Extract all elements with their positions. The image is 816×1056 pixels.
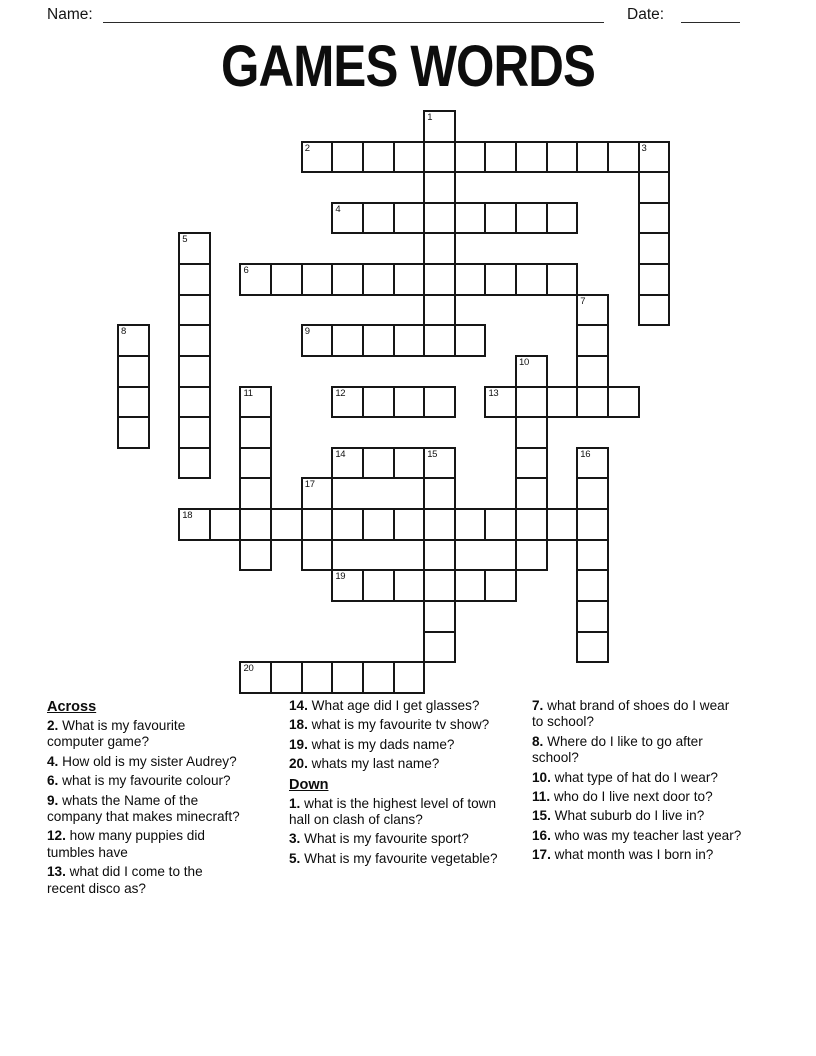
grid-cell[interactable] — [638, 171, 671, 204]
grid-cell[interactable] — [546, 386, 579, 419]
grid-cell[interactable] — [393, 141, 426, 174]
grid-cell[interactable] — [393, 661, 426, 694]
grid-cell[interactable] — [331, 508, 364, 541]
clue-number: 7. — [532, 698, 544, 713]
grid-cell[interactable] — [607, 386, 640, 419]
grid-cell[interactable] — [423, 232, 456, 265]
grid-cell[interactable] — [423, 263, 456, 296]
grid-cell[interactable] — [576, 477, 609, 510]
grid-cell[interactable] — [454, 324, 487, 357]
cell-number: 9 — [304, 326, 310, 338]
grid-cell[interactable] — [239, 661, 272, 694]
cell-number: 10 — [519, 356, 530, 368]
clue-number: 4. — [47, 753, 59, 769]
grid-cell[interactable] — [393, 508, 426, 541]
grid-cell[interactable] — [301, 477, 334, 510]
grid-cell[interactable] — [423, 508, 456, 541]
grid-cell[interactable] — [515, 539, 548, 572]
grid-cell[interactable] — [638, 232, 671, 265]
grid-cell[interactable] — [178, 294, 211, 327]
clue-item: 11. who do I live next door to? — [532, 789, 713, 805]
clue-item: 1. what is the highest level of town hall on clash of clans? — [289, 795, 497, 828]
cell-number: 13 — [488, 387, 499, 399]
grid-cell[interactable] — [484, 263, 517, 296]
grid-cell[interactable] — [393, 263, 426, 296]
cell-number: 8 — [121, 326, 126, 338]
grid-cell[interactable] — [117, 355, 150, 388]
grid-cell[interactable] — [393, 202, 426, 235]
cell-number: 15 — [427, 448, 438, 460]
cell-number: 1 — [427, 112, 433, 123]
grid-cell[interactable] — [239, 416, 272, 449]
grid-cell[interactable] — [270, 263, 303, 296]
grid-cell[interactable] — [239, 386, 272, 419]
grid-cell[interactable] — [331, 661, 364, 694]
grid-cell[interactable] — [546, 263, 579, 296]
grid-cell[interactable] — [301, 508, 334, 541]
grid-cell[interactable] — [576, 355, 609, 388]
grid-cell[interactable] — [576, 141, 609, 174]
grid-cell[interactable] — [546, 508, 579, 541]
clue-item: 7. what brand of shoes do I wear to school? — [532, 698, 730, 730]
grid-cell[interactable] — [576, 447, 609, 480]
grid-cell[interactable] — [239, 539, 272, 572]
grid-cell[interactable] — [178, 447, 211, 480]
grid-cell[interactable] — [331, 324, 364, 357]
grid-cell[interactable] — [576, 324, 609, 357]
cell-number: 3 — [641, 142, 647, 154]
clue-item: 6. what is my favourite colour? — [47, 773, 231, 789]
grid-cell[interactable] — [576, 539, 609, 572]
grid-cell[interactable] — [362, 386, 395, 419]
clue-item: 10. what type of hat do I wear? — [532, 769, 718, 785]
grid-cell[interactable] — [576, 631, 609, 664]
cell-number: 12 — [335, 387, 346, 399]
grid-cell[interactable] — [362, 447, 395, 480]
grid-cell[interactable] — [423, 569, 456, 602]
clue-number: 8. — [532, 733, 544, 749]
grid-cell[interactable] — [576, 508, 609, 541]
grid-cell[interactable] — [270, 661, 303, 694]
grid-cell[interactable] — [515, 202, 548, 235]
grid-cell[interactable] — [454, 141, 487, 174]
grid-cell[interactable] — [393, 447, 426, 480]
grid-cell[interactable] — [301, 141, 334, 174]
clue-item: 3. What is my favourite sport? — [289, 831, 469, 847]
page-title: GAMES WORDS — [220, 34, 596, 99]
grid-cell[interactable] — [454, 263, 487, 296]
clue-number: 10. — [532, 769, 551, 785]
grid-cell[interactable] — [301, 661, 334, 694]
clue-item: 15. What suburb do I live in? — [532, 808, 705, 824]
clue-section-heading: Down — [289, 776, 329, 793]
grid-cell[interactable] — [515, 447, 548, 480]
grid-cell[interactable] — [546, 202, 579, 235]
clue-number: 17. — [532, 847, 551, 863]
grid-cell[interactable] — [546, 141, 579, 174]
grid-cell[interactable] — [331, 141, 364, 174]
grid-cell[interactable] — [117, 324, 150, 357]
clue-item: 18. what is my favourite tv show? — [289, 717, 490, 733]
grid-cell[interactable] — [638, 141, 671, 174]
grid-cell[interactable] — [239, 447, 272, 480]
clue-number: 16. — [532, 827, 551, 843]
clue-number: 2. — [47, 718, 59, 733]
clue-item: 4. How old is my sister Audrey? — [47, 753, 237, 769]
grid-cell[interactable] — [331, 263, 364, 296]
grid-cell[interactable] — [638, 294, 671, 327]
grid-cell[interactable] — [209, 508, 242, 541]
grid-cell[interactable] — [117, 386, 150, 419]
clue-section-heading: Across — [47, 699, 97, 715]
grid-cell[interactable] — [423, 447, 456, 480]
clue-number: 20. — [289, 756, 308, 772]
grid-cell[interactable] — [239, 477, 272, 510]
grid-cell[interactable] — [362, 202, 395, 235]
clue-number: 19. — [289, 736, 308, 752]
grid-cell[interactable] — [454, 508, 487, 541]
grid-cell[interactable] — [484, 202, 517, 235]
grid-cell[interactable] — [239, 263, 272, 296]
grid-cell[interactable] — [362, 508, 395, 541]
grid-cell[interactable] — [515, 386, 548, 419]
cell-number: 17 — [304, 479, 315, 491]
clue-item: 12. how many puppies did tumbles have — [47, 828, 205, 860]
grid-cell[interactable] — [454, 569, 487, 602]
grid-cell[interactable] — [576, 386, 609, 419]
clue-number: 13. — [47, 864, 66, 880]
grid-cell[interactable] — [576, 600, 609, 633]
grid-cell[interactable] — [484, 508, 517, 541]
cell-number: 4 — [335, 203, 341, 215]
grid-cell[interactable] — [638, 202, 671, 235]
grid-cell[interactable] — [362, 141, 395, 174]
grid-cell[interactable] — [515, 508, 548, 541]
grid-cell[interactable] — [423, 386, 456, 419]
grid-cell[interactable] — [393, 324, 426, 357]
grid-cell[interactable] — [423, 324, 456, 357]
grid-cell[interactable] — [301, 324, 334, 357]
grid-cell[interactable] — [270, 508, 303, 541]
clue-column-2 — [289, 698, 502, 870]
clue-number: 11. — [532, 789, 551, 805]
grid-cell[interactable] — [423, 477, 456, 510]
grid-cell[interactable] — [607, 141, 640, 174]
name-label: Name: — [47, 6, 93, 23]
grid-cell[interactable] — [515, 263, 548, 296]
cell-number: 5 — [182, 234, 188, 246]
grid-cell[interactable] — [178, 232, 211, 265]
grid-cell[interactable] — [423, 294, 456, 327]
clue-number: 9. — [47, 792, 59, 808]
clue-item: 20. whats my last name? — [289, 756, 440, 772]
grid-cell[interactable] — [301, 263, 334, 296]
clue-number: 18. — [289, 717, 308, 733]
clue-column-3 — [532, 698, 744, 867]
grid-cell[interactable] — [484, 569, 517, 602]
cell-number: 7 — [580, 295, 586, 307]
clue-item: 17. what month was I born in? — [532, 847, 714, 863]
clue-column-1 — [47, 698, 243, 900]
date-label: Date: — [627, 6, 665, 23]
grid-cell[interactable] — [331, 569, 364, 602]
grid-cell[interactable] — [423, 631, 456, 664]
cell-number: 20 — [243, 663, 254, 675]
clue-number: 3. — [289, 831, 301, 847]
grid-cell[interactable] — [484, 141, 517, 174]
grid-cell[interactable] — [362, 263, 395, 296]
grid-cell[interactable] — [362, 324, 395, 357]
clue-item: 9. whats the Name of the company that makes minecraft? — [47, 792, 240, 825]
grid-cell[interactable] — [423, 539, 456, 572]
grid-cell[interactable] — [515, 141, 548, 174]
grid-cell[interactable] — [423, 141, 456, 174]
grid-cell[interactable] — [515, 355, 548, 388]
grid-cell[interactable] — [393, 386, 426, 419]
grid-cell[interactable] — [239, 508, 272, 541]
clue-number: 15. — [532, 808, 551, 824]
cell-number: 19 — [335, 571, 346, 583]
cell-number: 11 — [243, 387, 253, 399]
grid-cell[interactable] — [515, 477, 548, 510]
grid-cell[interactable] — [423, 171, 456, 204]
grid-cell[interactable] — [515, 416, 548, 449]
grid-cell[interactable] — [393, 569, 426, 602]
grid-cell[interactable] — [454, 202, 487, 235]
grid-cell[interactable] — [301, 539, 334, 572]
cell-number: 18 — [182, 510, 193, 522]
clue-number: 14. — [289, 698, 308, 713]
grid-cell[interactable] — [331, 202, 364, 235]
grid-cell[interactable] — [178, 263, 211, 296]
grid-cell[interactable] — [576, 294, 609, 327]
grid-cell[interactable] — [423, 110, 456, 143]
grid-cell[interactable] — [117, 416, 150, 449]
grid-cell[interactable] — [638, 263, 671, 296]
grid-cell[interactable] — [576, 569, 609, 602]
grid-cell[interactable] — [423, 600, 456, 633]
clue-number: 5. — [289, 850, 301, 866]
grid-cell[interactable] — [331, 386, 364, 419]
clue-item: 14. What age did I get glasses? — [289, 698, 480, 713]
grid-cell[interactable] — [331, 447, 364, 480]
clue-number: 6. — [47, 773, 59, 789]
clue-item: 13. what did I come to the recent disco as? — [47, 864, 203, 896]
clue-item: 19. what is my dads name? — [289, 736, 455, 752]
cell-number: 2 — [304, 142, 310, 154]
grid-cell[interactable] — [362, 661, 395, 694]
clue-item: 8. Where do I like to go after school? — [532, 733, 703, 766]
cell-number: 6 — [243, 265, 249, 277]
grid-cell[interactable] — [484, 386, 517, 419]
grid-cell[interactable] — [178, 416, 211, 449]
cell-number: 16 — [580, 448, 591, 460]
cell-number: 14 — [335, 448, 346, 460]
clue-number: 12. — [47, 828, 66, 844]
clue-item: 2. What is my favourite computer game? — [47, 718, 186, 750]
grid-cell[interactable] — [178, 324, 211, 357]
grid-cell[interactable] — [178, 508, 211, 541]
clue-item: 5. What is my favourite vegetable? — [289, 850, 498, 866]
grid-cell[interactable] — [362, 569, 395, 602]
clue-number: 1. — [289, 795, 301, 811]
grid-cell[interactable] — [423, 202, 456, 235]
grid-cell[interactable] — [178, 355, 211, 388]
grid-cell[interactable] — [178, 386, 211, 419]
clue-item: 16. who was my teacher last year? — [532, 827, 742, 843]
